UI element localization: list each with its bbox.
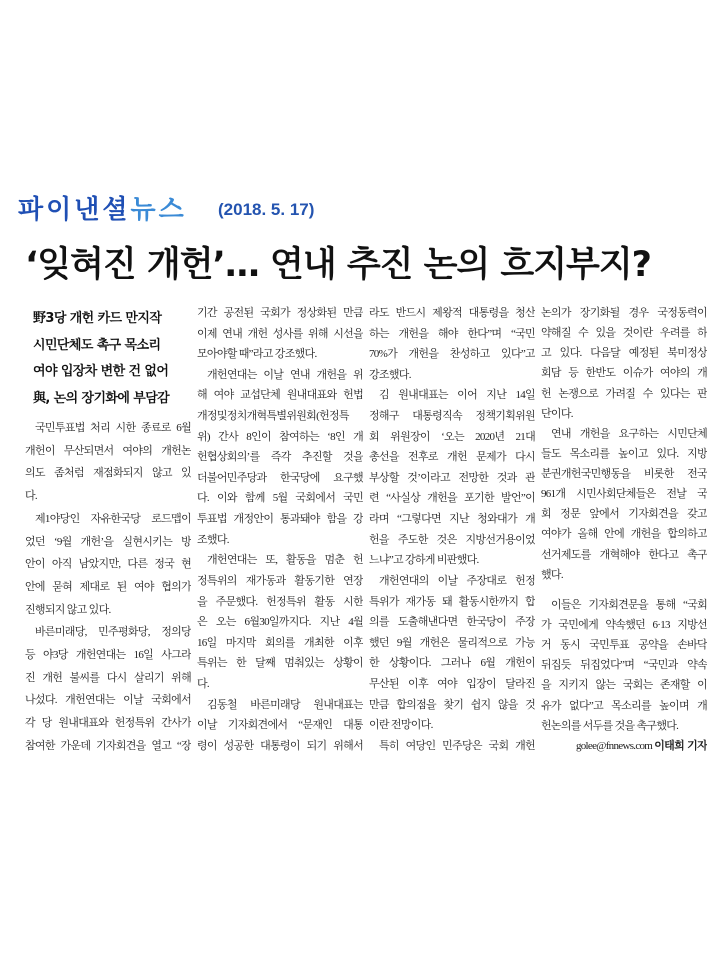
byline-email: golee@fnnews.com (575, 739, 653, 752)
body-line: 을 지키지 않는 국회는 존재할 이 (541, 679, 707, 692)
body-line: 이날 기자회견에서 “문재인 대통 (197, 719, 363, 732)
body-line: 961개 시민사회단체들은 전날 국 (541, 488, 707, 501)
body-line: 특히 여당인 민주당은 국회 개헌 (379, 739, 535, 752)
body-line: 회담 등 한반도 이슈가 여야의 개 (541, 367, 707, 380)
body-line: 개헌연대의 이날 주장대로 헌정 (379, 574, 535, 587)
body-line: 을 주문했다. 헌정특위 활동 시한 (197, 595, 363, 608)
body-line: 었던 ‘9월 개헌’을 실현시키는 방 (25, 535, 191, 548)
body-line: 안에 묻혀 제대로 된 여야 협의가 (25, 580, 191, 593)
article-column-1 (25, 418, 191, 756)
subheadings (33, 306, 193, 412)
body-line: 헌협상회의’를 즉각 추진할 것을 (197, 451, 363, 464)
body-line: 논의가 장기화될 경우 국정동력이 (541, 307, 707, 319)
byline-reporter: 이태희 기자 (654, 738, 707, 752)
body-line: 령이 성공한 대통령이 되기 위해서 (197, 739, 363, 752)
paragraph-gap (541, 585, 707, 595)
body-line: 느냐”고 강하게 비판했다. (369, 554, 479, 567)
body-line: 의도 좀처럼 재점화되지 않고 있 (25, 467, 191, 480)
body-line: 70%가 개헌을 찬성하고 있다”고 (369, 348, 535, 361)
article-column-2 (197, 303, 363, 756)
body-line: 헌을 주도한 것은 지방선거용이었 (369, 533, 535, 546)
body-line: 나섰다. 개헌연대는 이날 국회에서 (25, 694, 191, 707)
body-line: 다. 이와 함께 5월 국회에서 국민 (197, 492, 363, 505)
body-line: 한 상황이다. 그러나 6월 개헌이 (369, 657, 535, 670)
body-line: 바른미래당, 민주평화당, 정의당 (35, 626, 191, 639)
body-line: 참여한 가운데 기자회견을 열고 “장 (25, 739, 191, 752)
body-line: 다. (197, 677, 209, 690)
body-line: 단이다. (541, 407, 573, 420)
body-line: 위) 간사 8인이 참여하는 ‘8인 개 (197, 430, 363, 443)
body-line: 강조했다. (369, 368, 411, 381)
body-line: 련 “사실상 개헌을 포기한 발언”이 (369, 492, 535, 505)
body-line: 정해구 대통령직속 정책기획위원 (369, 410, 535, 423)
body-line: 하는 개헌을 해야 한다”며 “국민 (369, 327, 535, 340)
body-line: 부상할 것’이라고 전망한 것과 관 (369, 471, 535, 484)
body-line: 라며 “그렇다면 지난 청와대가 개 (369, 513, 535, 526)
body-line: 뒤집듯 뒤집었다”며 “국민과 약속 (541, 659, 707, 672)
body-line: 조했다. (197, 533, 229, 546)
body-line: 들도 목소리를 높이고 있다. 지방 (541, 447, 707, 460)
body-line: 김동철 바른미래당 원내대표는 (207, 698, 363, 711)
fnnews-logo (18, 193, 187, 227)
subheading: 시민단체도 촉구 목소리 (33, 337, 161, 353)
body-line: 특위는 한 달째 멈춰있는 상황이 (197, 657, 363, 670)
body-line: 유가 없다”고 목소리를 높이며 개 (541, 699, 707, 712)
body-line: 정특위의 재가동과 활동기한 연장 (197, 574, 363, 587)
body-line: 이제 연내 개헌 성사를 위해 시선을 (197, 327, 363, 340)
body-line: 개헌연대는 또, 활동을 멈춘 헌 (207, 554, 363, 567)
body-line: 개정및정치개혁특별위원회(헌정특 (197, 410, 349, 423)
body-line: 분권개헌국민행동을 비롯한 전국 (541, 468, 707, 480)
body-line: 개헌연대는 이날 연내 개헌을 위 (207, 368, 363, 381)
body-line: 진 개헌 불씨를 다시 살리기 위해 (25, 671, 191, 684)
subheading: 與, 논의 장기화에 부담감 (33, 390, 170, 406)
subheading: 野3당 개헌 카드 만지작 (33, 311, 162, 326)
body-line: 제1야당인 자유한국당 로드맵이 (35, 512, 191, 525)
publication-date: (2018. 5. 17) (218, 200, 315, 219)
body-line: 약해질 수 있을 것이란 우려를 하 (541, 327, 707, 340)
body-line: 헌 논쟁으로 가려질 수 있다는 판 (541, 387, 707, 400)
body-line: 은 오는 6월30일까지다. 지난 4월 (197, 616, 363, 629)
body-line: 무산된 이후 여야 입장이 달라진 (369, 677, 535, 690)
body-line: 했다. (541, 568, 563, 581)
body-line: 라도 반드시 제왕적 대통령을 청산 (369, 307, 535, 319)
body-line: 선거제도를 개혁해야 한다고 촉구 (541, 548, 707, 561)
body-line: 회 위원장이 ‘오는 2020년 21대 (369, 430, 535, 443)
logo-main-text: 파이낸셜 (18, 195, 131, 225)
headline: ‘잊혀진 개헌’… 연내 추진 논의 흐지부지? (25, 245, 651, 285)
body-line: 안이 아직 남았지만, 다른 정국 현 (25, 558, 191, 571)
body-line: 기간 공전된 국회가 정상화된 만큼 (197, 307, 363, 319)
subheading: 여야 입장차 변한 건 없어 (33, 364, 169, 379)
body-line: 등 야3당 개헌연대는 16일 사그라 (25, 649, 191, 662)
body-line: 회 정문 앞에서 기자회견을 갖고 (541, 508, 707, 521)
body-line: 고 있다. 다음달 예정된 북미정상 (541, 347, 707, 360)
body-line: 각 당 원내대표와 헌정특위 간사가 (25, 717, 191, 730)
body-line: 여야가 올해 안에 개헌을 합의하고 (541, 528, 707, 541)
body-line: 이란 전망이다. (369, 719, 433, 732)
byline (541, 736, 707, 756)
body-line: 만큼 합의점을 찾기 쉽지 않을 것 (369, 698, 535, 711)
logo-sub-text: 뉴스 (130, 195, 187, 225)
body-line: 국민투표법 처리 시한 종료로 6월 (35, 422, 191, 434)
body-line: 가 국민에게 약속했던 6·13 지방선 (541, 619, 707, 631)
body-line: 헌논의를 서두를 것을 촉구했다. (541, 719, 679, 732)
body-line: 더불어민주당과 한국당에 요구했 (197, 471, 363, 484)
body-line: 거 동시 국민투표 공약을 손바닥 (541, 639, 707, 652)
body-line: 진행되지 않고 있다. (25, 603, 111, 616)
body-line: 다. (25, 490, 37, 503)
body-line: 했던 9월 개헌은 물리적으로 가능 (369, 636, 535, 649)
body-line: 총선을 전후로 개헌 문제가 다시 (369, 451, 535, 464)
body-line: 의를 도출해낸다면 한국당이 주장 (369, 616, 535, 629)
body-line: 연내 개헌을 요구하는 시민단체 (551, 427, 707, 440)
body-line: 모아야할 때”라고 강조했다. (197, 348, 317, 361)
body-line: 이들은 기자회견문을 통해 “국회 (551, 598, 707, 611)
body-line: 개헌이 무산되면서 여야의 개헌논 (25, 444, 191, 457)
body-line: 투표법 개정안이 통과돼야 함을 강 (197, 513, 363, 526)
body-line: 김 원내대표는 이어 지난 14일 (379, 389, 535, 402)
body-line: 16일 마지막 회의를 개최한 이후 (197, 636, 363, 649)
article-column-3 (369, 303, 535, 756)
article-column-4 (541, 303, 707, 756)
body-line: 특위가 재가동 돼 활동시한까지 합 (369, 595, 535, 608)
body-line: 해 여야 교섭단체 원내대표와 헌법 (197, 389, 363, 402)
